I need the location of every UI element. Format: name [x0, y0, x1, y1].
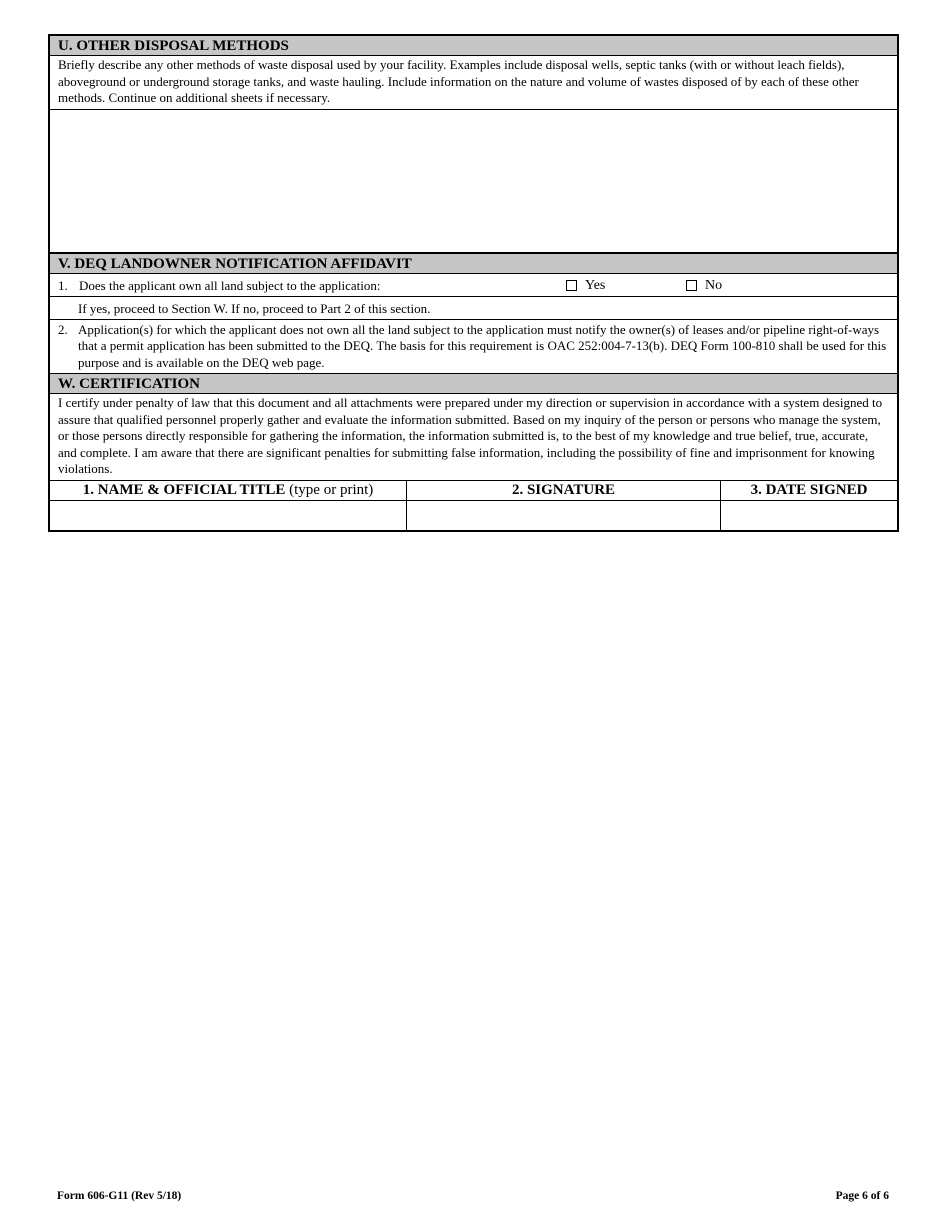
certification-statement: I certify under penalty of law that this document and all attachments were prepared under my direction or supervision in accordance with a system designed to assure that qualified personnel properly gather and evaluate the information submitted. Based on my inquiry of the person or persons who manage the system, or those persons directly responsible for gathering the information, the information submitted is, to the best of my knowledge and true belief, true, accurate, and complete. I am aware that there are significant penalties for submitting false information, including the possibility of fine and imprisonment for knowing violations.	[50, 394, 897, 481]
other-disposal-methods-field[interactable]	[50, 110, 897, 254]
name-title-field[interactable]	[50, 501, 407, 530]
date-signed-field[interactable]	[721, 501, 897, 530]
question-1-number: 1.	[58, 277, 68, 293]
yes-checkbox[interactable]	[566, 274, 605, 297]
section-v-header: V. DEQ LANDOWNER NOTIFICATION AFFIDAVIT	[50, 254, 897, 274]
page-number: Page 6 of 6	[835, 1190, 889, 1202]
signature-fields-row	[50, 501, 897, 530]
name-title-note: (type or print)	[289, 481, 374, 498]
date-signed-header: 3. DATE SIGNED	[750, 481, 868, 498]
question-2-number: 2.	[58, 321, 68, 337]
name-title-label: 1. NAME & OFFICIAL TITLE	[82, 481, 286, 498]
section-u-instructions: Briefly describe any other methods of waste disposal used by your facility. Examples include disposal wells, septic tanks (with or without leach fields), aboveground or underground storage tanks, and waste hauling. Include information on the nature and volume of wastes disposed of by each of these other methods. Continue on additional sheets if necessary.	[50, 56, 897, 110]
checkbox-icon	[686, 280, 697, 291]
section-u-header: U. OTHER DISPOSAL METHODS	[50, 36, 897, 56]
signature-header: 2. SIGNATURE	[407, 481, 721, 500]
question-1-text: Does the applicant own all land subject to the application:	[79, 277, 381, 293]
form-id: Form 606-G11 (Rev 5/18)	[57, 1190, 182, 1202]
signature-header-row	[50, 481, 897, 501]
name-title-header	[50, 481, 407, 500]
question-1-followup: If yes, proceed to Section W. If no, proceed to Part 2 of this section.	[50, 297, 897, 320]
question-2-text: Application(s) for which the applicant does not own all the land subject to the application must notify the owner(s) of leases and/or pipeline right-of-ways that a permit application has been submitted to the DEQ. The basis for this requirement is OAC 252:004-7-13(b). DEQ Form 100-810 shall be used for this purpose and is available on the DEQ web page.	[78, 321, 887, 370]
no-label: No	[705, 277, 723, 293]
checkbox-icon	[566, 280, 577, 291]
no-checkbox[interactable]	[686, 274, 722, 297]
form-page	[48, 34, 899, 532]
section-w-header: W. CERTIFICATION	[50, 374, 897, 394]
question-2-row	[50, 320, 897, 375]
yes-label: Yes	[585, 277, 606, 293]
question-1-row	[50, 274, 897, 297]
signature-field[interactable]	[407, 501, 721, 530]
